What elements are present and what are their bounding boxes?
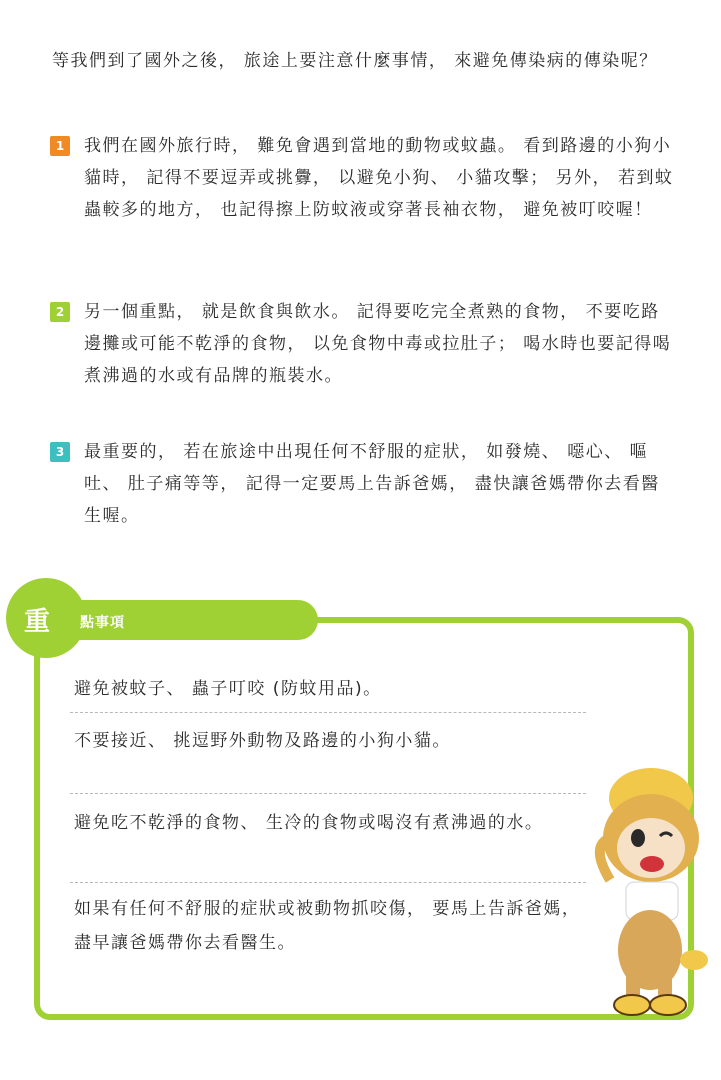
list-item-1 (50, 130, 680, 226)
monkey-mascot-illustration (586, 760, 716, 1020)
number-badge-2: 2 (50, 302, 70, 322)
note-4: 如果有任何不舒服的症狀或被動物抓咬傷， 要馬上告訴爸媽， 盡早讓爸媽帶你去看醫生。 (74, 899, 581, 953)
number-badge-3: 3 (50, 442, 70, 462)
divider (70, 882, 586, 883)
list-item-3 (50, 436, 680, 532)
item-text-2: 另一個重點， 就是飲食與飲水。 記得要吃完全煮熟的食物， 不要吃路邊攤或可能不乾淨的食物， 以免食物中毒或拉肚子； 喝水時也要記得喝煮沸過的水或有品牌的瓶裝水。 (84, 302, 672, 386)
list-item-2 (50, 296, 680, 392)
note-1: 避免被蚊子、 蟲子叮咬 (防蚊用品)。 (74, 679, 382, 699)
item-text-1: 我們在國外旅行時， 難免會遇到當地的動物或蚊蟲。 看到路邊的小狗小貓時， 記得不要逗弄或挑釁， 以避免小狗、 小貓攻擊； 另外， 若到蚊蟲較多的地方， 也記得擦上防蚊液或穿著長袖衣物， 避免被叮咬喔！ (84, 136, 674, 220)
intro-paragraph: 等我們到了國外之後， 旅途上要注意什麼事情， 來避免傳染病的傳染呢？ (52, 51, 658, 71)
divider (70, 793, 586, 794)
note-3: 避免吃不乾淨的食物、 生冷的食物或喝沒有煮沸過的水。 (74, 813, 544, 833)
item-text-3: 最重要的， 若在旅途中出現任何不舒服的症狀， 如發燒、 噁心、 嘔吐、 肚子痛等等， 記得一定要馬上告訴爸媽， 盡快讓爸媽帶你去看醫生喔。 (84, 442, 660, 526)
divider (70, 712, 586, 713)
notes-header-big: 重 (24, 607, 51, 637)
note-2: 不要接近、 挑逗野外動物及路邊的小狗小貓。 (74, 731, 451, 751)
number-badge-1: 1 (50, 136, 70, 156)
notes-header-small: 點事項 (80, 615, 125, 631)
